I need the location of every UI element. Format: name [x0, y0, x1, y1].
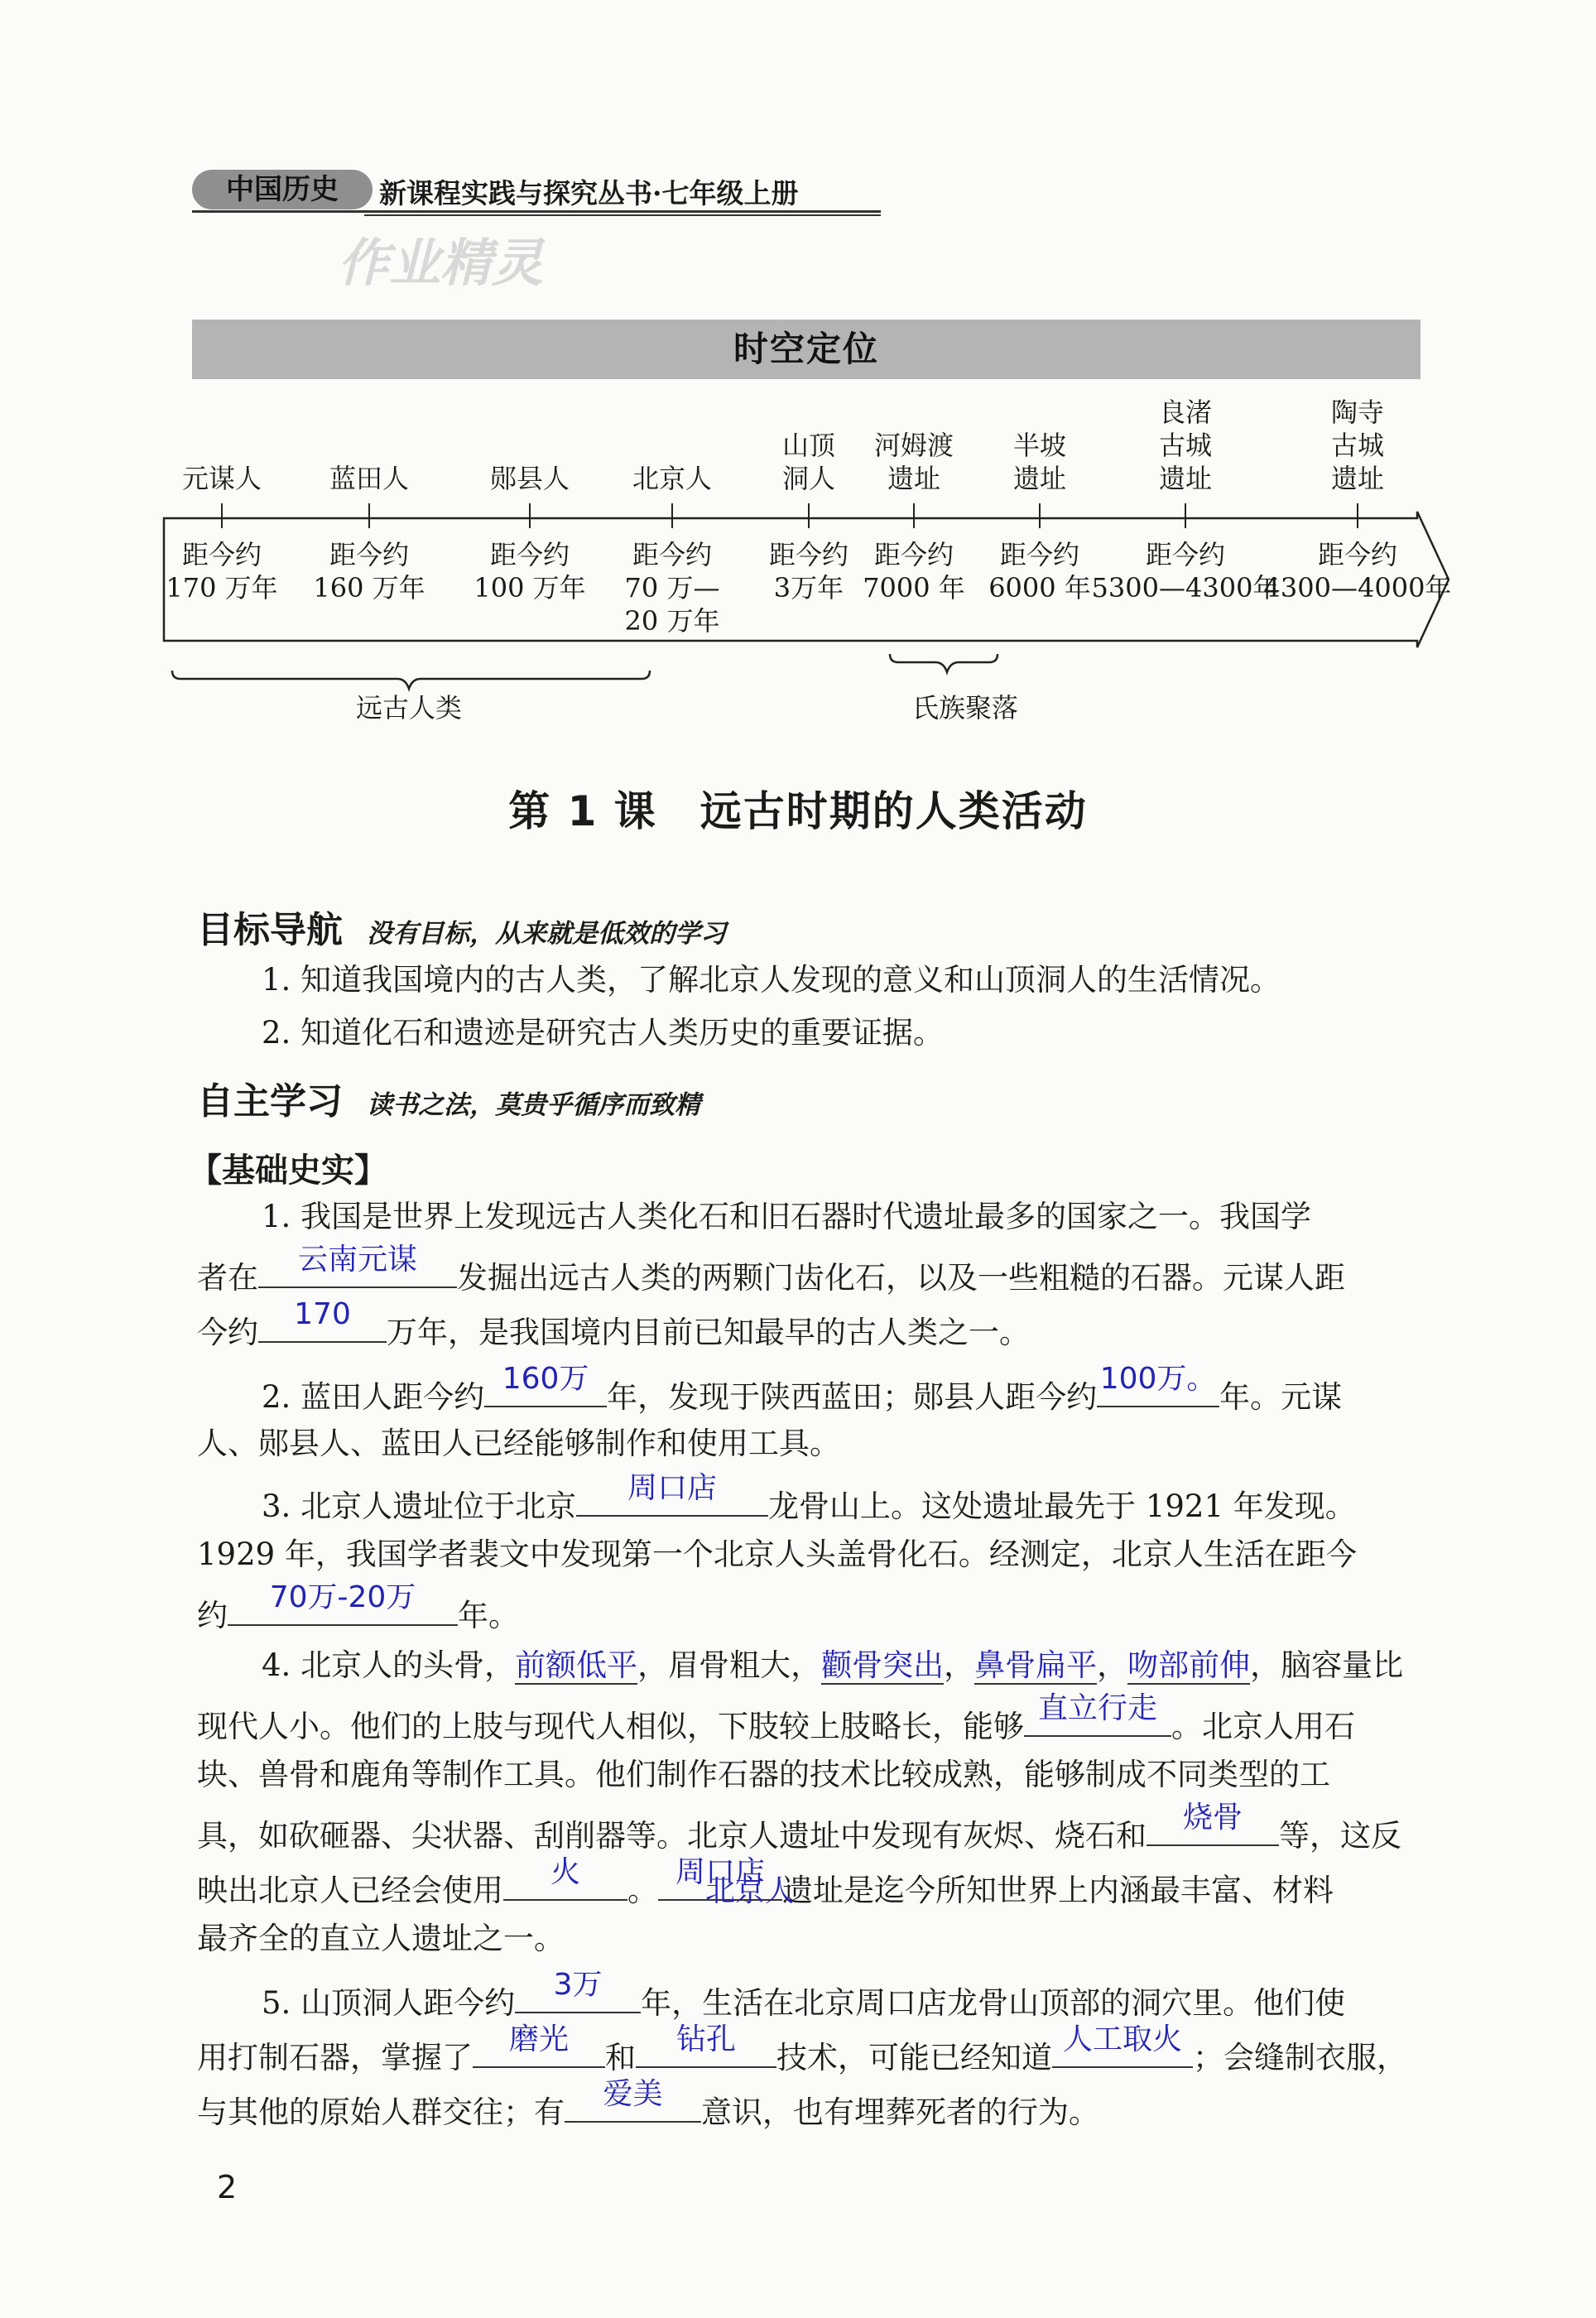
p3-line3 [197, 1580, 519, 1634]
timeline-date-line: 距今约 [999, 539, 1079, 570]
answer-text[interactable]: 吻部前伸 [1127, 1647, 1251, 1683]
text: ，脑容量比 [1250, 1647, 1404, 1683]
answer-text: 直立行走 [1037, 1691, 1157, 1725]
p4-line3: 块、兽骨和鹿角等制作工具。他们制作石器的技术比较成熟，能够制成不同类型的工 [197, 1757, 1330, 1792]
answer-blank[interactable] [258, 1243, 457, 1288]
timeline-tick [671, 503, 673, 528]
timeline-item-name [1013, 429, 1066, 495]
brace-label-ancient-humans: 远古人类 [356, 692, 463, 724]
timeline-item-date [625, 538, 720, 637]
timeline-date-line: 距今约 [873, 539, 954, 570]
text: 4. 北京人的头骨， [262, 1647, 516, 1683]
text: 者在 [197, 1260, 258, 1296]
page-number: 2 [217, 2169, 238, 2205]
answer-text: 周口店 [675, 1855, 765, 1889]
p5-line1 [262, 1968, 1346, 2022]
timeline-tick [1357, 503, 1358, 528]
answer-text: 云南元谋 [297, 1243, 417, 1277]
timeline-item-date [1264, 538, 1452, 604]
answer-text[interactable]: 前额低平 [515, 1647, 638, 1683]
text: ， [944, 1647, 975, 1683]
timeline-date-line: 距今约 [1317, 539, 1398, 570]
timeline-name-line: 古城 [1330, 430, 1385, 461]
timeline-name-line: 元谋人 [181, 463, 262, 494]
self-study-heading-row [197, 1071, 700, 1124]
brace-right [890, 654, 997, 672]
answer-blank[interactable] [1052, 2022, 1193, 2068]
answer-text: 钻孔 [675, 2022, 736, 2056]
text: 5. 山顶洞人距今约 [262, 1985, 516, 2021]
timeline-date-line: 距今约 [181, 539, 262, 570]
text: 约 [197, 1598, 228, 1633]
timeline-name-line: 半坡 [1012, 430, 1067, 461]
timeline-date-line: 170 万年 [166, 572, 278, 604]
text: 等，这反 [1279, 1818, 1401, 1854]
text: 。北京人用石 [1171, 1709, 1355, 1744]
timeline-item-date [863, 538, 965, 604]
answer-blank[interactable] [1097, 1362, 1219, 1407]
timeline-name-line: 古城 [1158, 430, 1213, 461]
p3-line1 [262, 1471, 1356, 1525]
timeline-item-date [474, 538, 585, 604]
text: 遗址是迄今所知世界上内涵最丰富、材料 [782, 1873, 1334, 1908]
text: ， [1097, 1647, 1128, 1683]
timeline-date-line: 距今约 [632, 539, 712, 570]
brace-left [172, 671, 650, 689]
timeline-tick [1039, 503, 1041, 528]
answer-blank[interactable] [484, 1362, 607, 1407]
self-study-heading: 自主学习 [197, 1080, 343, 1123]
timeline-date-line: 距今约 [329, 539, 410, 570]
p5-line3 [197, 2077, 1099, 2131]
answer-blank[interactable] [1024, 1691, 1171, 1737]
answer-text: 周口店 [627, 1471, 718, 1505]
answer-text: 170 [294, 1297, 351, 1331]
timeline-name-line: 北京人 [632, 463, 713, 494]
text: 今约 [197, 1315, 258, 1350]
answer-blank[interactable] [565, 2077, 701, 2123]
text: 2. 蓝田人距今约 [262, 1379, 485, 1415]
timeline-item-name [329, 462, 409, 495]
timeline-item-name [490, 462, 570, 495]
text: 技术，可能已经知道 [776, 2040, 1052, 2075]
timeline-date-line: 距今约 [768, 539, 849, 570]
series-title: 新课程实践与探究丛书·七年级上册 [379, 177, 799, 209]
timeline-name-line: 良渚 [1158, 397, 1213, 428]
text: 。 [627, 1873, 658, 1908]
text: 意识，也有埋葬死者的行为。 [701, 2094, 1099, 2130]
answer-blank[interactable] [515, 1968, 641, 2013]
timeline-tick [1185, 503, 1186, 528]
p4-line1 [262, 1647, 1403, 1684]
text: 万年，是我国境内目前已知最早的古人类之一。 [387, 1315, 1030, 1350]
goal-heading-row [197, 900, 726, 953]
answer-blank[interactable] [258, 1297, 387, 1343]
text: 具，如砍砸器、尖状器、刮削器等。北京人遗址中发现有灰烬、烧石和 [197, 1818, 1147, 1854]
answer-blank[interactable] [636, 2022, 776, 2068]
timeline-tick [221, 503, 223, 528]
answer-text: 3万 [553, 1968, 603, 2002]
answer-text: 70万-20万 [269, 1580, 416, 1614]
self-study-motto: 读书之法，莫贵乎循序而致精 [367, 1090, 701, 1120]
text: 发掘出远古人类的两颗门齿化石，以及一些粗糙的石器。元谋人距 [457, 1260, 1345, 1296]
answer-blank[interactable] [473, 2022, 605, 2068]
answer-text[interactable]: 颧骨突出 [821, 1647, 945, 1683]
timeline-date-line: 100 万年 [474, 572, 586, 604]
p5-line2 [197, 2022, 1407, 2076]
timeline-name-line: 遗址 [1330, 463, 1385, 494]
timeline-name-line: 洞人 [781, 463, 836, 494]
timeline-date-line: 7000 年 [863, 572, 965, 604]
text: 3. 北京人遗址位于北京 [262, 1488, 577, 1524]
answer-text: 人工取火 [1062, 2022, 1182, 2056]
timeline-name-line: 遗址 [1158, 463, 1213, 494]
basics-heading: 【基础史实】 [189, 1152, 387, 1190]
timeline-item-name [632, 462, 712, 495]
p1-line2 [197, 1243, 1345, 1296]
p2-line2: 人、郧县人、蓝田人已经能够制作和使用工具。 [197, 1426, 840, 1461]
goal-item-2: 2. 知道化石和遗迹是研究古人类历史的重要证据。 [262, 1015, 945, 1051]
timeline-tick [368, 503, 370, 528]
answer-text: 爱美 [603, 2077, 663, 2111]
p1-line1: 1. 我国是世界上发现远古人类化石和旧石器时代遗址最多的国家之一。我国学 [262, 1199, 1312, 1234]
timeline-date-line: 距今约 [489, 539, 570, 570]
timeline-name-line: 陶寺 [1330, 397, 1385, 428]
timeline-date-line: 3万年 [773, 572, 844, 604]
timeline-date-line: 5300—4300年 [1091, 572, 1280, 604]
p2-line1 [262, 1362, 1343, 1416]
timeline-date-line: 6000 年 [988, 572, 1091, 604]
timeline-item-name [874, 429, 954, 495]
text: 年。 [458, 1598, 519, 1633]
timeline-date-line: 160 万年 [313, 572, 425, 604]
answer-note: 北京人 [705, 1874, 796, 1908]
answer-text: 火 [550, 1855, 580, 1889]
timeline-tick [529, 503, 531, 528]
timeline-item-name [782, 429, 835, 495]
answer-blank[interactable] [228, 1580, 458, 1626]
goal-item-1: 1. 知道我国境内的古人类，了解北京人发现的意义和山顶洞人的生活情况。 [262, 962, 1281, 998]
text: 龙骨山上。这处遗址最先于 1921 年发现。 [768, 1488, 1356, 1524]
text: 映出北京人已经会使用 [197, 1873, 503, 1908]
timeline-arrow [0, 0, 1596, 745]
answer-text: 100万。 [1099, 1362, 1217, 1396]
text: 年，发现于陕西蓝田；郧县人距今约 [607, 1379, 1098, 1415]
answer-blank[interactable] [1147, 1801, 1279, 1846]
text: 年，生活在北京周口店龙骨山顶部的洞穴里。他们使 [641, 1985, 1346, 2021]
answer-text: 160万 [502, 1362, 589, 1396]
answer-blank[interactable] [576, 1471, 768, 1517]
answer-text[interactable]: 鼻骨扁平 [974, 1647, 1098, 1683]
timeline-tick [913, 503, 915, 528]
lesson-title: 第 1 课 远古时期的人类活动 [508, 787, 1088, 835]
answer-blank[interactable] [503, 1855, 627, 1901]
text: ；会缝制衣服， [1193, 2040, 1407, 2075]
timeline-name-line: 遗址 [1012, 463, 1067, 494]
p4-line4 [197, 1801, 1401, 1854]
subject-badge: 中国历史 [192, 170, 373, 209]
timeline-item-name [182, 462, 262, 495]
timeline-item-date [166, 538, 277, 604]
timeline-date-line: 70 万— [624, 572, 720, 604]
text: ，眉骨粗大， [637, 1647, 822, 1683]
timeline-item-name [1331, 396, 1384, 495]
text: 用打制石器，掌握了 [197, 2040, 473, 2075]
timeline-item-date [1092, 538, 1280, 604]
timeline-date-line: 距今约 [1145, 539, 1226, 570]
timeline-name-line: 郧县人 [489, 463, 570, 494]
p4-line2 [197, 1691, 1355, 1745]
timeline-item-name [1159, 396, 1212, 495]
text: 和 [605, 2040, 636, 2075]
watermark: 作业精灵 [338, 233, 544, 293]
text: 年。元谋 [1219, 1379, 1343, 1415]
goal-heading: 目标导航 [197, 909, 343, 951]
timeline-name-line: 山顶 [781, 430, 836, 461]
timeline-tick [808, 503, 810, 528]
timeline-name-line: 蓝田人 [329, 463, 410, 494]
goal-motto: 没有目标，从来就是低效的学习 [367, 919, 727, 949]
p3-line2: 1929 年，我国学者裴文中发现第一个北京人头盖骨化石。经测定，北京人生活在距今 [197, 1537, 1357, 1572]
answer-text: 烧骨 [1182, 1801, 1243, 1835]
text: 与其他的原始人群交往；有 [197, 2094, 565, 2130]
text: 现代人小。他们的上肢与现代人相似，下肢较上肢略长，能够 [197, 1709, 1024, 1744]
timeline-date-line: 4300—4000年 [1263, 572, 1452, 604]
p4-line6: 最齐全的直立人遗址之一。 [197, 1921, 565, 1956]
brace-label-clan-settlements: 氏族聚落 [912, 692, 1019, 724]
timeline-item-date [313, 538, 425, 604]
timeline-item-date [988, 538, 1091, 604]
answer-text: 磨光 [508, 2022, 569, 2056]
p1-line3 [197, 1297, 1030, 1351]
section-title: 时空定位 [733, 329, 879, 369]
timeline-date-line: 20 万年 [624, 605, 720, 637]
timeline-name-line: 遗址 [887, 463, 941, 494]
timeline-name-line: 河姆渡 [873, 430, 954, 461]
timeline-item-date [769, 538, 848, 604]
